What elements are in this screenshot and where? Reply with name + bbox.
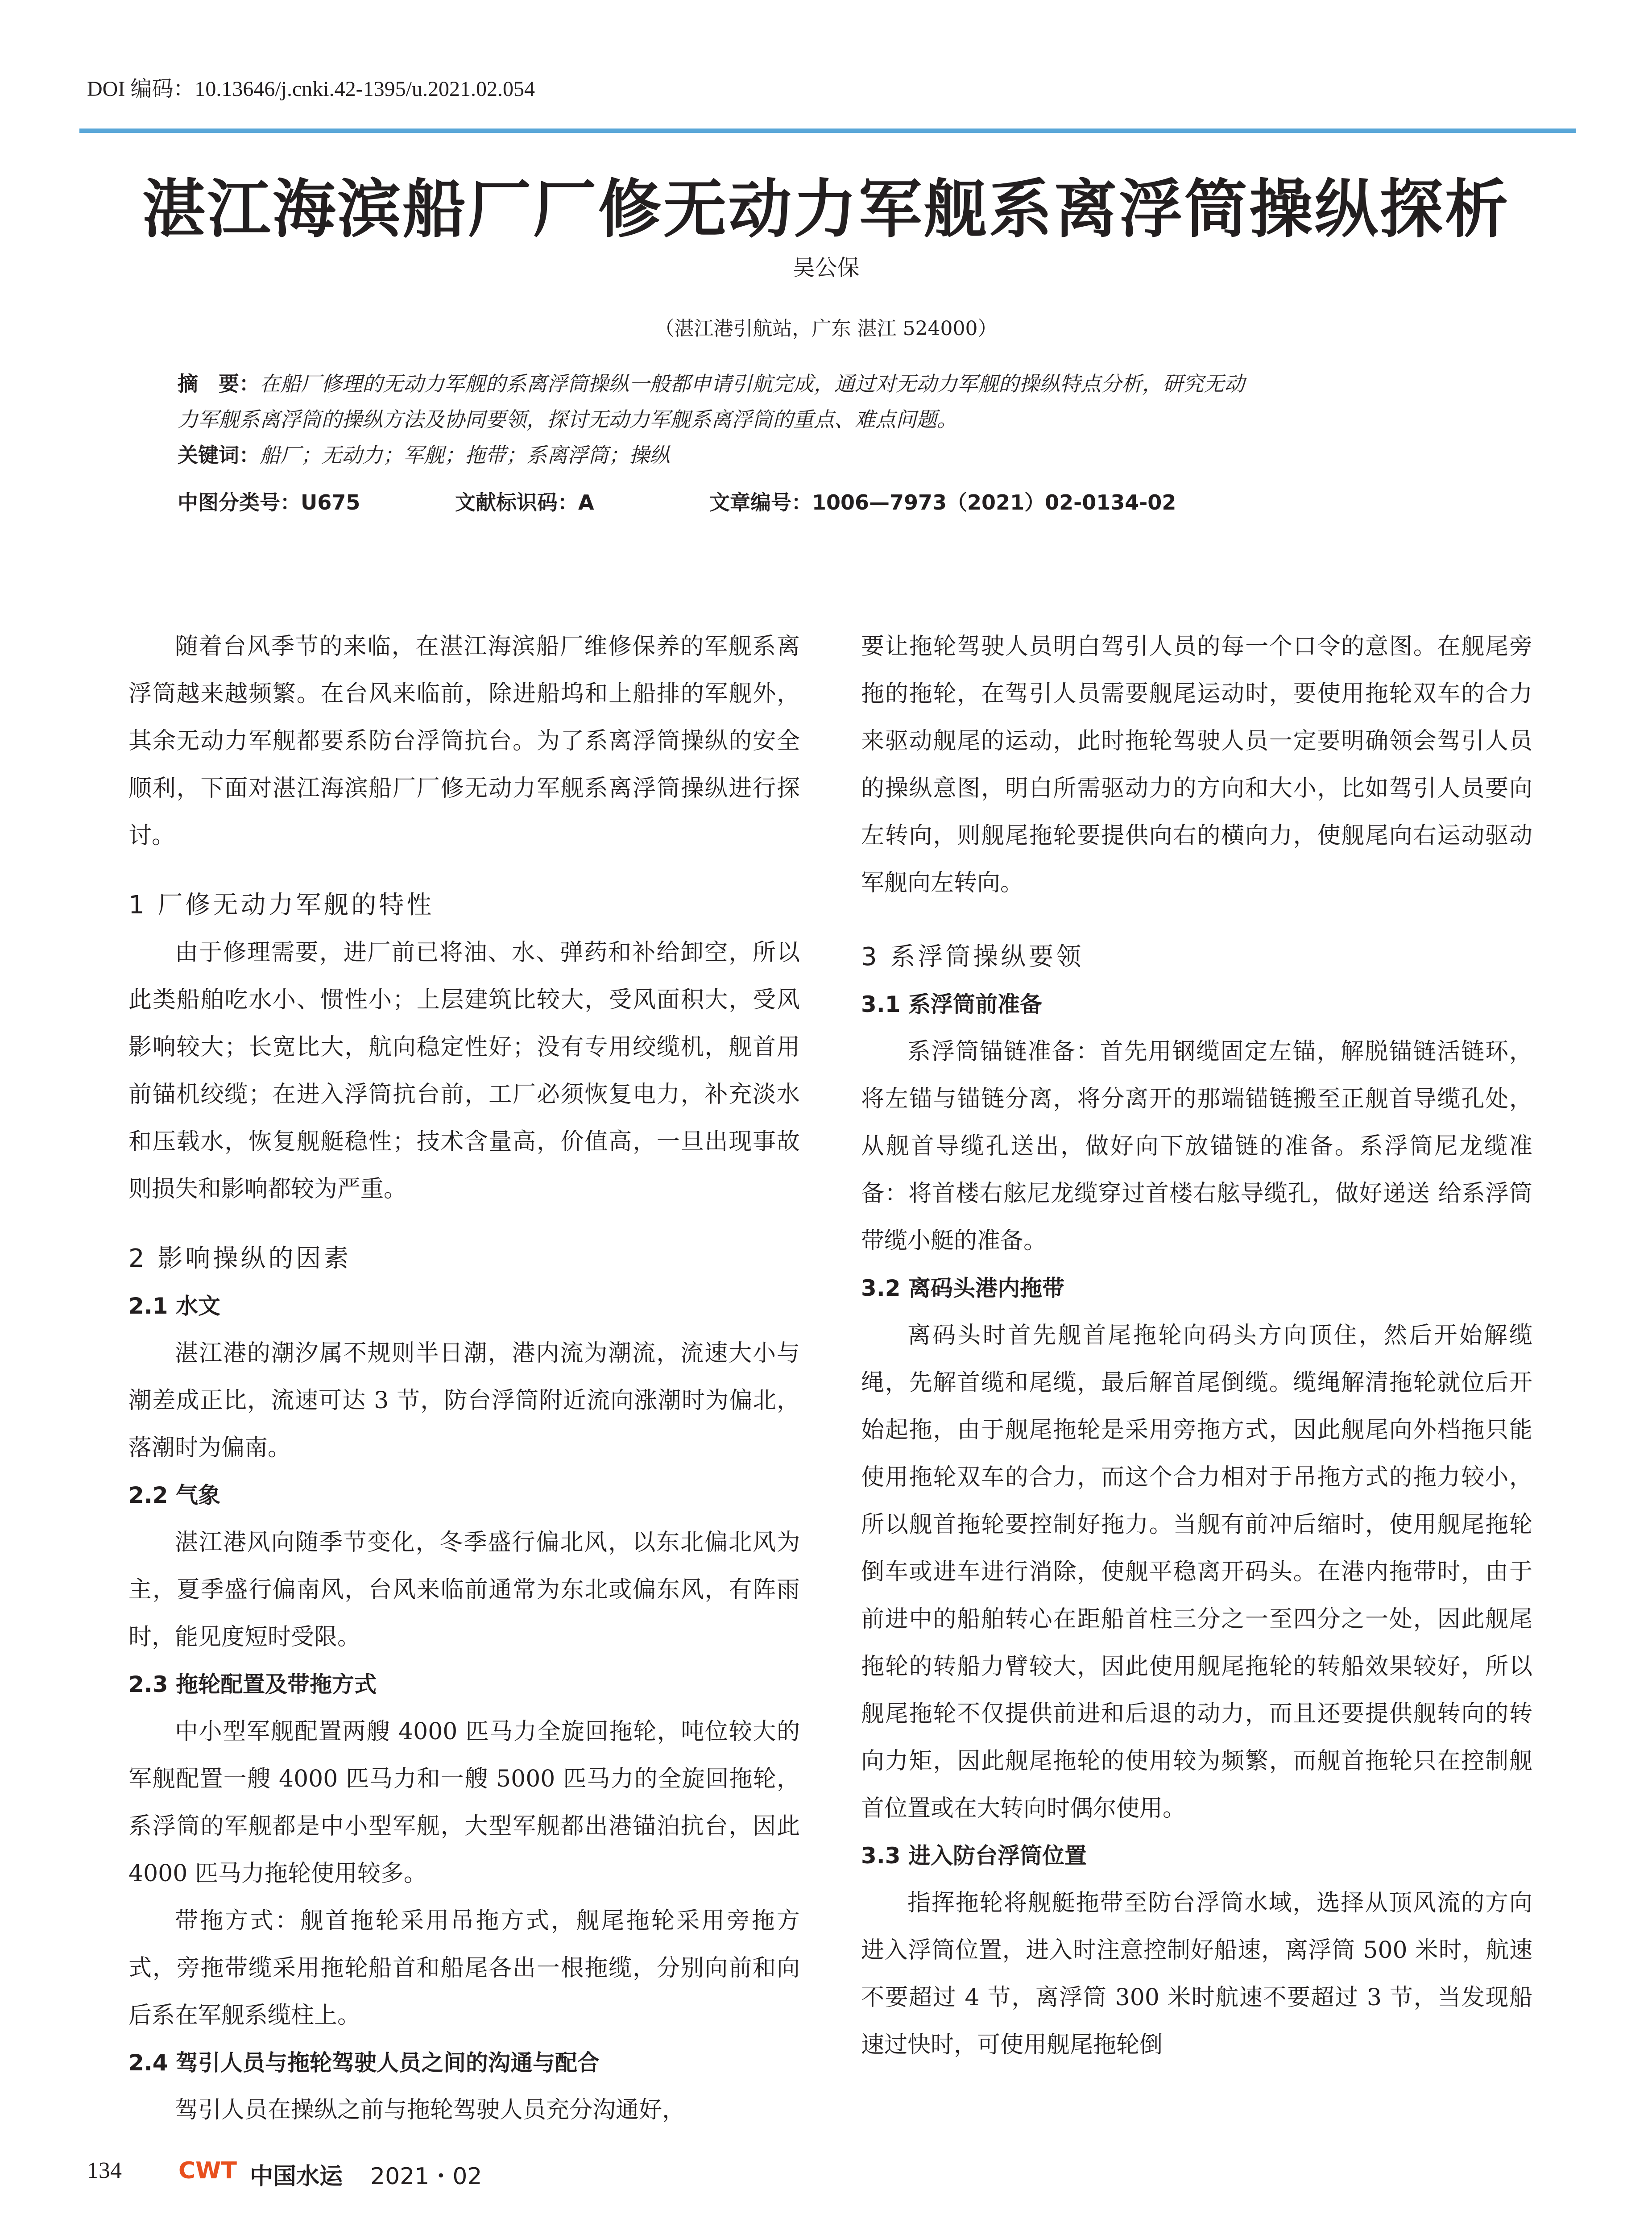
section-3-3-text: 指挥拖轮将舰艇拖带至防台浮筒水域，选择从顶风流的方向进入浮筒位置，进入时注意控制好船速，离浮筒 500 米时，航速不要超过 4 节，离浮筒 300 米时航速不要超过 3 节，当发现船速过快时，可使用舰尾拖轮倒	[861, 1890, 1532, 2058]
intro-paragraph: 随着台风季节的来临，在湛江海滨船厂维修保养的军舰系离浮筒越来越频繁。在台风来临前，除进船坞和上船排的军舰外，其余无动力军舰都要系防台浮筒抗台。为了系离浮筒操纵的安全顺利，下面对湛江海滨船厂厂修无动力军舰系离浮筒操纵进行探讨。	[128, 633, 800, 849]
section-2-1-heading: 2.1 水文	[128, 1293, 220, 1319]
section-2-3-text-1: 中小型军舰配置两艘 4000 匹马力全旋回拖轮，吨位较大的军舰配置一艘 4000 匹马力和一艘 5000 匹马力的全旋回拖轮，系浮筒的军舰都是中小型军舰，大型军舰都出港锚泊抗台，因此 4000 匹马力拖轮使用较多。	[128, 1718, 800, 1887]
document-code: 文献标识码：A	[455, 490, 594, 514]
header-rule	[79, 129, 1576, 133]
section-3-1-heading: 3.1 系浮筒前准备	[861, 991, 1042, 1017]
journal-logo: CWT	[178, 2157, 237, 2184]
keywords-label: 关键词：	[178, 443, 260, 467]
affiliation: （湛江港引航站，广东 湛江 524000）	[654, 317, 998, 340]
section-3-heading: 3 系浮筒操纵要领	[861, 942, 1084, 971]
clc-number: 中图分类号：U675	[178, 490, 360, 514]
continued-paragraph: 要让拖轮驾驶人员明白驾引人员的每一个口令的意图。在舰尾旁拖的拖轮，在驾引人员需要舰尾运动时，要使用拖轮双车的合力来驱动舰尾的运动，此时拖轮驾驶人员一定要明确领会驾引人员的操纵意图，明白所需驱动力的方向和大小，比如驾引人员要向左转向，则舰尾拖轮要提供向右的横向力，使舰尾向右运动驱动军舰向左转向。	[861, 633, 1532, 896]
page-number: 134	[87, 2158, 122, 2183]
journal-issue: 2021・02	[370, 2163, 482, 2190]
abstract	[178, 366, 1498, 473]
section-3-2-text: 离码头时首先舰首尾拖轮向码头方向顶住，然后开始解缆绳，先解首缆和尾缆，最后解首尾倒缆。缆绳解清拖轮就位后开始起拖，由于舰尾拖轮是采用旁拖方式，因此舰尾向外档拖只能使用拖轮双车的合力，而这个合力相对于吊拖方式的拖力较小，所以舰首拖轮要控制好拖力。当舰有前冲后缩时，使用舰尾拖轮倒车或进车进行消除，使舰平稳离开码头。在港内拖带时，由于前进中的船舶转心在距船首柱三分之一至四分之一处，因此舰尾拖轮的转船力臂较大，因此使用舰尾拖轮的转船效果较好，所以舰尾拖轮不仅提供前进和后退的动力，而且还要提供舰转向的转向力矩，因此舰尾拖轮的使用较为频繁，而舰首拖轮只在控制舰首位置或在大转向时偶尔使用。	[861, 1322, 1532, 1822]
abstract-label: 摘 要：	[178, 372, 260, 396]
section-2-4-text: 驾引人员在操纵之前与拖轮驾驶人员充分沟通好，	[175, 2097, 686, 2123]
section-2-1-text: 湛江港的潮汐属不规则半日潮，港内流为潮流，流速大小与潮差成正比，流速可达 3 节，防台浮筒附近流向涨潮时为偏北，落潮时为偏南。	[128, 1340, 800, 1461]
author: 吴公保	[792, 255, 860, 281]
section-2-4-heading: 2.4 驾引人员与拖轮驾驶人员之间的沟通与配合	[128, 2050, 600, 2076]
section-1-heading: 1 厂修无动力军舰的特性	[128, 891, 435, 920]
section-2-3-text-2: 带拖方式：舰首拖轮采用吊拖方式，舰尾拖轮采用旁拖方式，旁拖带缆采用拖轮船首和船尾各出一根拖缆，分别向前和向后系在军舰系缆柱上。	[128, 1908, 800, 2029]
keywords-text: 船厂；无动力；军舰；拖带；系离浮筒；操纵	[260, 443, 670, 467]
article-number: 文章编号：1006—7973（2021）02-0134-02	[709, 490, 1176, 514]
section-3-3-heading: 3.3 进入防台浮筒位置	[861, 1843, 1087, 1869]
section-2-3-heading: 2.3 拖轮配置及带拖方式	[128, 1671, 377, 1697]
abstract-line-1: 在船厂修理的无动力军舰的系离浮筒操纵一般都申请引航完成，通过对无动力军舰的操纵特点分析，研究无动	[260, 372, 1245, 396]
right-column	[861, 623, 1532, 2069]
section-2-heading: 2 影响操纵的因素	[128, 1244, 352, 1273]
section-3-1-text: 系浮筒锚链准备：首先用钢缆固定左锚，解脱锚链活链环，将左锚与锚链分离，将分离开的那端锚链搬至正舰首导缆孔处，从舰首导缆孔送出，做好向下放锚链的准备。系浮筒尼龙缆准备：将首楼右舷尼龙缆穿过首楼右舷导缆孔，做好递送 给系浮筒带缆小艇的准备。	[861, 1038, 1532, 1254]
article-title: 湛江海滨船厂厂修无动力军舰系离浮筒操纵探析	[142, 172, 1510, 246]
left-column	[128, 623, 800, 2134]
section-3-2-heading: 3.2 离码头港内拖带	[861, 1275, 1064, 1301]
section-1-text: 由于修理需要，进厂前已将油、水、弹药和补给卸空，所以此类船舶吃水小、惯性小；上层建筑比较大，受风面积大，受风影响较大；长宽比大，航向稳定性好；没有专用绞缆机，舰首用前锚机绞缆；在进入浮筒抗台前，工厂必须恢复电力，补充淡水和压载水，恢复舰艇稳性；技术含量高，价值高，一旦出现事故则损失和影响都较为严重。	[128, 939, 800, 1203]
doi-line: DOI 编码：10.13646/j.cnki.42-1395/u.2021.02.054	[87, 77, 535, 101]
section-2-2-heading: 2.2 气象	[128, 1482, 220, 1508]
abstract-line-2: 力军舰系离浮筒的操纵方法及协同要领，探讨无动力军舰系离浮筒的重点、难点问题。	[178, 407, 957, 431]
journal-name: 中国水运	[250, 2163, 343, 2190]
section-2-2-text: 湛江港风向随季节变化，冬季盛行偏北风，以东北偏北风为主，夏季盛行偏南风，台风来临前通常为东北或偏东风，有阵雨时，能见度短时受限。	[128, 1529, 800, 1650]
